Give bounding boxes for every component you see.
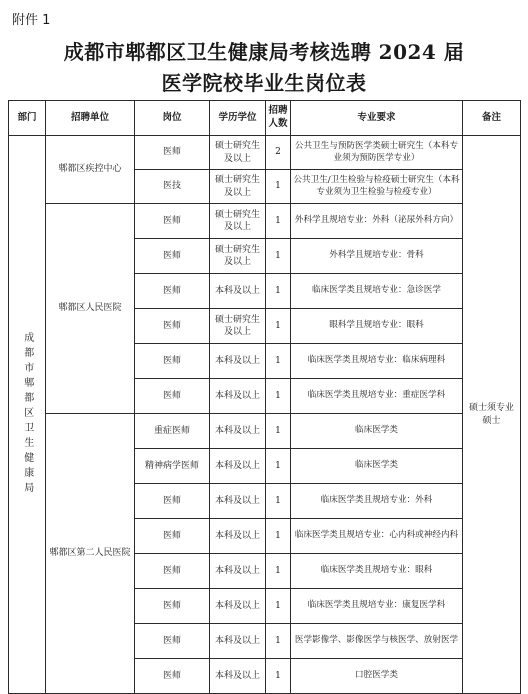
education-cell: 本科及以上 [210,449,266,484]
count-cell: 1 [266,659,291,694]
major-cell: 口腔医学类 [291,659,463,694]
education-cell: 硕士研究生及以上 [210,204,266,239]
count-cell: 1 [266,519,291,554]
major-cell: 眼科学且规培专业：眼科 [291,309,463,344]
post-cell: 精神病学医师 [135,449,210,484]
count-cell: 1 [266,624,291,659]
count-cell: 1 [266,344,291,379]
education-cell: 本科及以上 [210,274,266,309]
major-cell: 外科学且规培专业：骨科 [291,239,463,274]
unit-cell: 郫都区疾控中心 [46,136,135,204]
post-cell: 医师 [135,624,210,659]
major-cell: 临床医学类且规培专业：眼科 [291,554,463,589]
count-cell: 1 [266,204,291,239]
attachment-label: 附件 1 [12,13,51,28]
major-cell: 临床医学类且规培专业：心内科或神经内科 [291,519,463,554]
unit-cell: 郫都区人民医院 [46,204,135,414]
col-header-note: 备注 [463,101,521,136]
col-header-post: 岗位 [135,101,210,136]
count-cell: 1 [266,554,291,589]
count-cell: 1 [266,239,291,274]
education-cell: 硕士研究生及以上 [210,239,266,274]
post-cell: 医师 [135,309,210,344]
post-cell: 医师 [135,274,210,309]
count-cell: 1 [266,379,291,414]
col-header-unit: 招聘单位 [46,101,135,136]
count-cell: 2 [266,136,291,170]
table-row [9,204,521,239]
major-cell: 临床医学类且规培专业：急诊医学 [291,274,463,309]
education-cell: 硕士研究生及以上 [210,309,266,344]
post-cell: 医师 [135,519,210,554]
education-cell: 本科及以上 [210,624,266,659]
major-cell: 公共卫生/卫生检验与检疫硕士研究生（本科专业须为卫生检验与检疫专业） [291,170,463,204]
table-header-row [9,101,521,136]
page-title-line1: 成都市郫都区卫生健康局考核选聘 2024 届 [63,40,465,64]
education-cell: 本科及以上 [210,379,266,414]
count-cell: 1 [266,274,291,309]
col-header-department: 部门 [9,101,46,136]
post-cell: 医师 [135,659,210,694]
page-title-line2: 医学院校毕业生岗位表 [161,71,367,95]
post-cell: 医师 [135,379,210,414]
col-header-count: 招聘人数 [266,101,291,136]
major-cell: 外科学且规培专业：外科（泌尿外科方向） [291,204,463,239]
education-cell: 本科及以上 [210,414,266,449]
major-cell: 医学影像学、影像医学与核医学、放射医学 [291,624,463,659]
department-cell: 成都市郫都区卫生健康局 [9,136,46,694]
table-row [9,136,521,170]
major-cell: 临床医学类 [291,414,463,449]
major-cell: 临床医学类且规培专业：临床病理科 [291,344,463,379]
education-cell: 本科及以上 [210,519,266,554]
major-cell: 临床医学类且规培专业：康复医学科 [291,589,463,624]
post-cell: 医师 [135,204,210,239]
unit-cell: 郫都区第二人民医院 [46,414,135,694]
education-cell: 本科及以上 [210,484,266,519]
education-cell: 本科及以上 [210,589,266,624]
education-cell: 本科及以上 [210,554,266,589]
post-cell: 医师 [135,554,210,589]
major-cell: 临床医学类且规培专业：重症医学科 [291,379,463,414]
post-cell: 医技 [135,170,210,204]
major-cell: 临床医学类 [291,449,463,484]
count-cell: 1 [266,449,291,484]
col-header-major: 专业要求 [291,101,463,136]
note-cell: 硕士须专业硕士 [463,136,521,694]
table-row [9,414,521,449]
count-cell: 1 [266,589,291,624]
post-cell: 医师 [135,484,210,519]
count-cell: 1 [266,309,291,344]
count-cell: 1 [266,170,291,204]
positions-table [8,100,521,694]
post-cell: 医师 [135,239,210,274]
post-cell: 医师 [135,344,210,379]
education-cell: 硕士研究生及以上 [210,136,266,170]
education-cell: 硕士研究生及以上 [210,170,266,204]
major-cell: 临床医学类且规培专业：外科 [291,484,463,519]
count-cell: 1 [266,484,291,519]
count-cell: 1 [266,414,291,449]
post-cell: 医师 [135,589,210,624]
major-cell: 公共卫生与预防医学类硕士研究生（本科专业须为预防医学专业） [291,136,463,170]
post-cell: 重症医师 [135,414,210,449]
col-header-education: 学历学位 [210,101,266,136]
post-cell: 医师 [135,136,210,170]
education-cell: 本科及以上 [210,344,266,379]
education-cell: 本科及以上 [210,659,266,694]
